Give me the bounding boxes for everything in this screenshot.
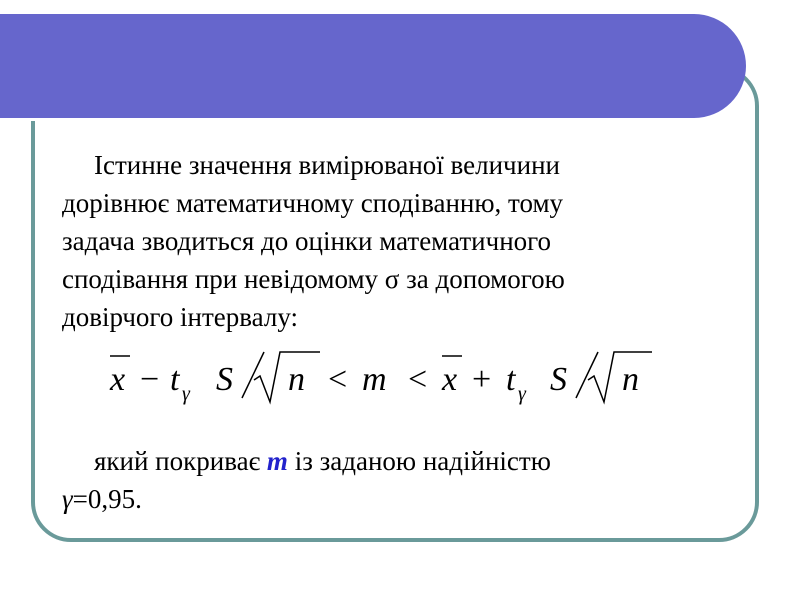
title-bar: [0, 14, 746, 118]
sqrt-sign: [254, 352, 320, 402]
formula-gamma-sub: γ: [518, 383, 526, 405]
formula-S: S: [550, 361, 567, 398]
paragraph-line: [62, 442, 742, 480]
paragraph-line: дорівнює математичному сподіванню, тому: [62, 188, 564, 218]
formula-lt: <: [408, 361, 428, 398]
paragraph-line: довірчого інтервалу:: [62, 302, 299, 332]
gamma-symbol: γ: [62, 484, 73, 514]
formula-svg: [96, 346, 676, 410]
confidence-value: =0,95.: [72, 484, 142, 514]
sqrt-sign: [588, 352, 652, 402]
paragraph-line: [62, 480, 742, 518]
formula-t: t: [170, 361, 180, 398]
formula-minus: −: [140, 361, 160, 398]
formula-gamma-sub: γ: [182, 383, 190, 405]
confidence-interval-formula: [96, 346, 676, 410]
paragraph-line: Істинне значення вимірюваної величини: [94, 150, 560, 180]
m-symbol: m: [266, 446, 288, 476]
formula-x: x: [442, 361, 458, 398]
conclusion-text: який покриває: [94, 446, 267, 476]
paragraph-line: задача зводиться до оцінки математичного: [62, 226, 552, 256]
paragraph-conclusion: [62, 442, 742, 518]
title-underline: [0, 118, 708, 121]
formula-n: n: [622, 361, 639, 398]
fraction-slash: [576, 352, 598, 398]
formula-t: t: [506, 361, 516, 398]
formula-plus: +: [472, 361, 492, 398]
formula-S: S: [216, 361, 233, 398]
conclusion-text: із заданою надійністю: [287, 446, 551, 476]
paragraph-line: сподівання при невідомому σ за допомогою: [62, 264, 565, 294]
formula-x: x: [110, 361, 126, 398]
formula-lt: <: [328, 361, 348, 398]
formula-m: m: [362, 361, 387, 398]
formula-n: n: [288, 361, 305, 398]
fraction-slash: [242, 352, 264, 398]
paragraph-intro: [62, 146, 742, 336]
